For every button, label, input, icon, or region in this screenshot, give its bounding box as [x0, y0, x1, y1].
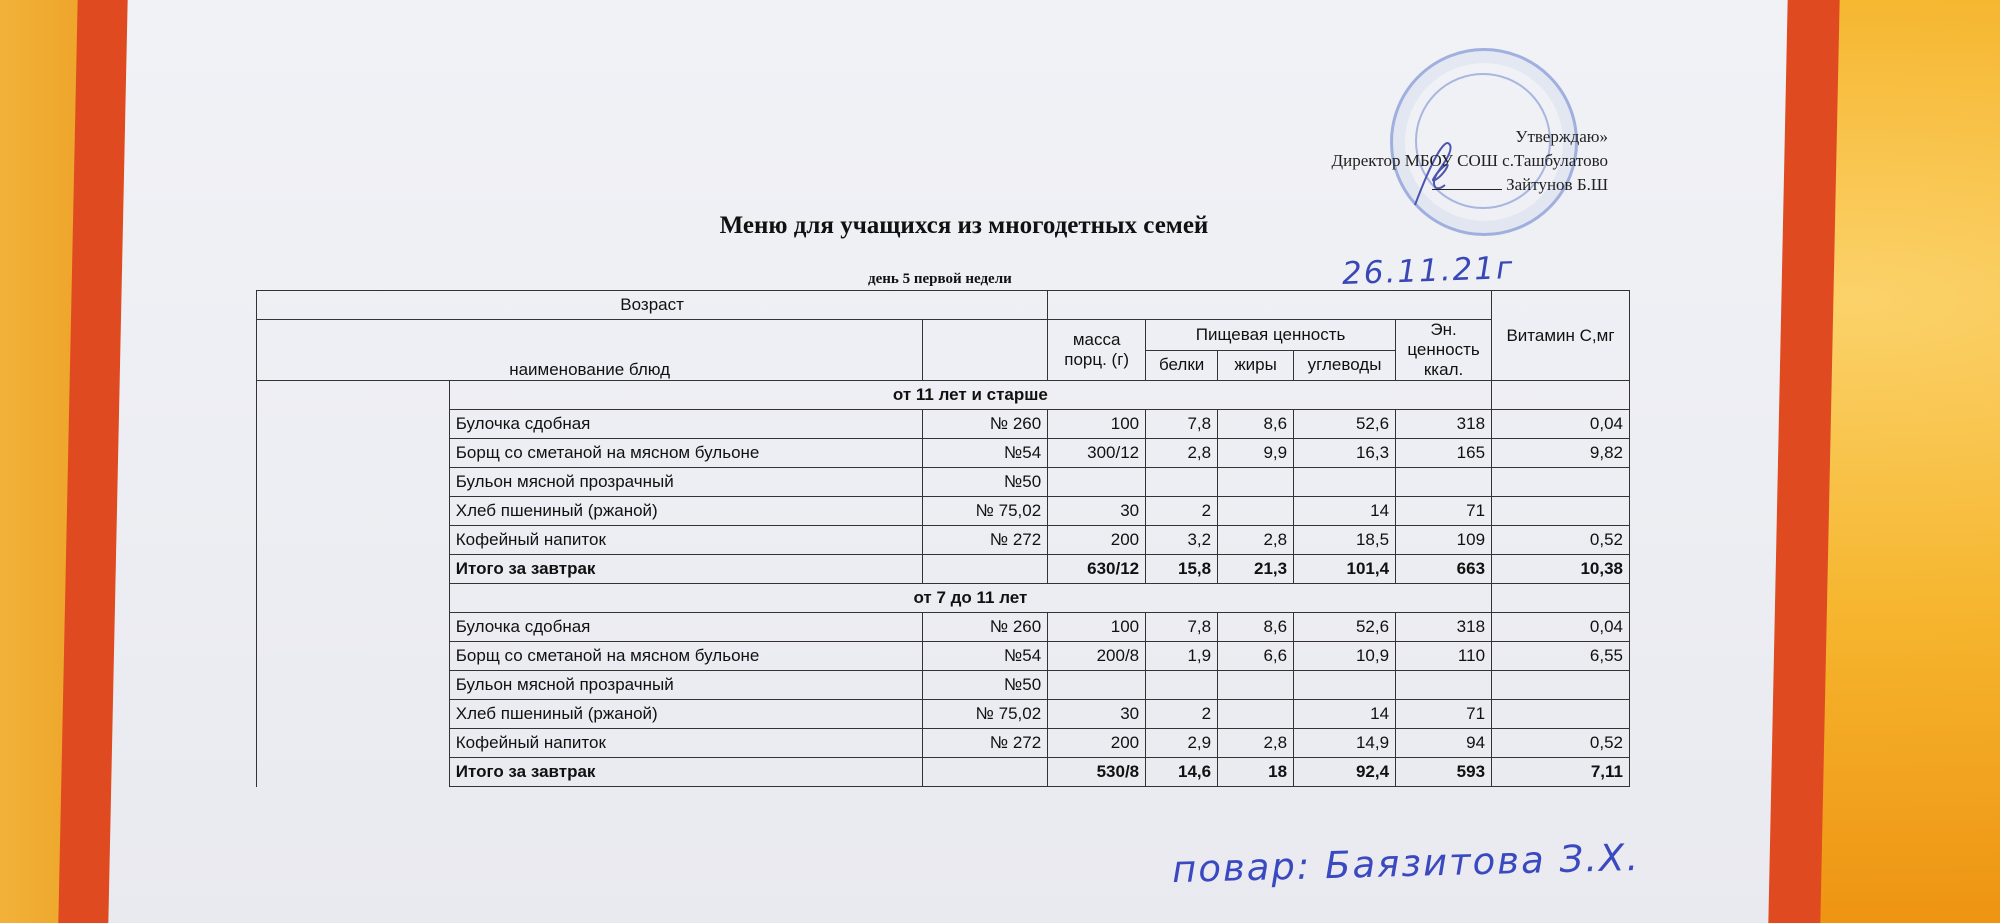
total-row [257, 758, 1630, 787]
cell-vit_c: 9,82 [1492, 439, 1630, 468]
cell-fat: 8,6 [1218, 410, 1294, 439]
recipe-number: №50 [923, 468, 1048, 497]
section-row [257, 584, 1630, 613]
cell-portion: 30 [1048, 700, 1146, 729]
menu-table [256, 290, 1630, 787]
cell-carbs: 52,6 [1294, 410, 1396, 439]
cell-kcal [1396, 671, 1492, 700]
cell-portion [1048, 671, 1146, 700]
cell-protein: 2,9 [1146, 729, 1218, 758]
table-row [257, 526, 1630, 555]
approval-block [1332, 125, 1608, 197]
dish-name: Булочка сдобная [449, 410, 923, 439]
dish-name: Борщ со сметаной на мясном бульоне [449, 439, 923, 468]
cell-carbs [1294, 671, 1396, 700]
cell-fat [1218, 468, 1294, 497]
cell-fat: 9,9 [1218, 439, 1294, 468]
vitamin-cell [1492, 381, 1630, 410]
total-protein: 15,8 [1146, 555, 1218, 584]
total-recipe-blank [923, 555, 1048, 584]
section-label: от 7 до 11 лет [449, 584, 1491, 613]
cell-carbs: 14,9 [1294, 729, 1396, 758]
total-row [257, 555, 1630, 584]
table-row [257, 468, 1630, 497]
cell-vit_c: 6,55 [1492, 642, 1630, 671]
cell-portion: 200 [1048, 526, 1146, 555]
cell-vit_c [1492, 700, 1630, 729]
cell-vit_c [1492, 671, 1630, 700]
dish-name: Хлеб пшениный (ржаной) [449, 497, 923, 526]
cell-portion [1048, 468, 1146, 497]
cell-vit_c: 0,52 [1492, 729, 1630, 758]
total-label: Итого за завтрак [449, 758, 923, 787]
dish-name: Бульон мясной прозрачный [449, 468, 923, 497]
cell-protein: 7,8 [1146, 410, 1218, 439]
cell-carbs: 14 [1294, 700, 1396, 729]
table-row [257, 700, 1630, 729]
cell-kcal: 318 [1396, 410, 1492, 439]
cell-kcal: 71 [1396, 700, 1492, 729]
cell-kcal: 94 [1396, 729, 1492, 758]
portion-header: масса порц. (г) [1048, 320, 1146, 381]
total-protein: 14,6 [1146, 758, 1218, 787]
vitamin-cell [1492, 584, 1630, 613]
table-row [257, 671, 1630, 700]
vitamin-header: Витамин С,мг [1492, 291, 1630, 381]
dish-name-header: наименование блюд [257, 320, 923, 381]
page-title: Меню для учащихся из многодетных семей [719, 212, 1209, 239]
cell-carbs [1294, 468, 1396, 497]
header-row-1 [257, 291, 1630, 320]
cell-carbs: 52,6 [1294, 613, 1396, 642]
age-header-blank [1048, 291, 1492, 320]
cell-fat [1218, 497, 1294, 526]
table-row [257, 613, 1630, 642]
table-row [257, 410, 1630, 439]
cell-portion: 100 [1048, 613, 1146, 642]
nutrition-header: Пищевая ценность [1146, 320, 1396, 351]
energy-header: Эн. ценность ккал. [1396, 320, 1492, 381]
header-row-2 [257, 320, 1630, 351]
cell-portion: 300/12 [1048, 439, 1146, 468]
cell-fat [1218, 700, 1294, 729]
total-portion: 530/8 [1048, 758, 1146, 787]
cell-fat: 2,8 [1218, 526, 1294, 555]
section-label: от 11 лет и старше [449, 381, 1491, 410]
dish-name: Борщ со сметаной на мясном бульоне [449, 642, 923, 671]
total-kcal: 593 [1396, 758, 1492, 787]
total-vit_c: 10,38 [1492, 555, 1630, 584]
total-fat: 21,3 [1218, 555, 1294, 584]
cell-protein: 3,2 [1146, 526, 1218, 555]
table-row [257, 642, 1630, 671]
dish-name: Бульон мясной прозрачный [449, 671, 923, 700]
recipe-number: № 260 [923, 410, 1048, 439]
carbs-header: углеводы [1294, 350, 1396, 381]
cell-carbs: 16,3 [1294, 439, 1396, 468]
cell-protein: 2 [1146, 700, 1218, 729]
cell-carbs: 10,9 [1294, 642, 1396, 671]
recipe-number: № 260 [923, 613, 1048, 642]
protein-header: белки [1146, 350, 1218, 381]
cell-protein: 2 [1146, 497, 1218, 526]
approval-line-3-text: Зайтунов Б.Ш [1506, 175, 1608, 194]
cell-kcal: 110 [1396, 642, 1492, 671]
total-portion: 630/12 [1048, 555, 1146, 584]
total-carbs: 92,4 [1294, 758, 1396, 787]
recipe-number: № 75,02 [923, 700, 1048, 729]
cook-note: повар: Баязитова З.Х. [1171, 835, 1641, 892]
total-kcal: 663 [1396, 555, 1492, 584]
cell-fat: 6,6 [1218, 642, 1294, 671]
table-row [257, 439, 1630, 468]
cell-fat [1218, 671, 1294, 700]
cell-fat: 2,8 [1218, 729, 1294, 758]
dish-name: Хлеб пшениный (ржаной) [449, 700, 923, 729]
cell-vit_c: 0,52 [1492, 526, 1630, 555]
total-fat: 18 [1218, 758, 1294, 787]
cell-kcal: 165 [1396, 439, 1492, 468]
approval-line-2: Директор МБОУ СОШ с.Ташбулатово [1331, 151, 1608, 170]
table-row [257, 729, 1630, 758]
cell-vit_c [1492, 497, 1630, 526]
total-vit_c: 7,11 [1492, 758, 1630, 787]
section-row [257, 381, 1630, 410]
cell-portion: 200 [1048, 729, 1146, 758]
total-label: Итого за завтрак [449, 555, 923, 584]
approval-line-1: Утверждаю» [1515, 127, 1608, 146]
cell-protein: 1,9 [1146, 642, 1218, 671]
dish-name: Кофейный напиток [449, 729, 923, 758]
approval-line-3 [1332, 173, 1608, 197]
recipe-number: № 272 [923, 526, 1048, 555]
cell-protein: 7,8 [1146, 613, 1218, 642]
age-header: Возраст [257, 291, 1048, 320]
recipe-header [923, 320, 1048, 381]
cell-vit_c: 0,04 [1492, 613, 1630, 642]
menu-body [257, 381, 1630, 787]
cell-carbs: 18,5 [1294, 526, 1396, 555]
cell-kcal: 318 [1396, 613, 1492, 642]
cell-kcal [1396, 468, 1492, 497]
recipe-number: №54 [923, 642, 1048, 671]
cell-portion: 30 [1048, 497, 1146, 526]
recipe-number: №50 [923, 671, 1048, 700]
recipe-number: № 75,02 [923, 497, 1048, 526]
dish-name: Булочка сдобная [449, 613, 923, 642]
dish-name: Кофейный напиток [449, 526, 923, 555]
recipe-number: № 272 [923, 729, 1048, 758]
cell-kcal: 109 [1396, 526, 1492, 555]
cell-kcal: 71 [1396, 497, 1492, 526]
total-carbs: 101,4 [1294, 555, 1396, 584]
cell-protein [1146, 468, 1218, 497]
cell-vit_c: 0,04 [1492, 410, 1630, 439]
total-recipe-blank [923, 758, 1048, 787]
cell-portion: 200/8 [1048, 642, 1146, 671]
blank-column [257, 381, 450, 787]
recipe-number: №54 [923, 439, 1048, 468]
cell-protein: 2,8 [1146, 439, 1218, 468]
cell-vit_c [1492, 468, 1630, 497]
signature-line [1432, 189, 1502, 190]
cell-carbs: 14 [1294, 497, 1396, 526]
handwritten-date: 26.11.21г [1341, 250, 1515, 292]
cell-protein [1146, 671, 1218, 700]
subtitle: день 5 первой недели [868, 271, 1012, 287]
fat-header: жиры [1218, 350, 1294, 381]
cell-portion: 100 [1048, 410, 1146, 439]
cell-fat: 8,6 [1218, 613, 1294, 642]
table-row [257, 497, 1630, 526]
